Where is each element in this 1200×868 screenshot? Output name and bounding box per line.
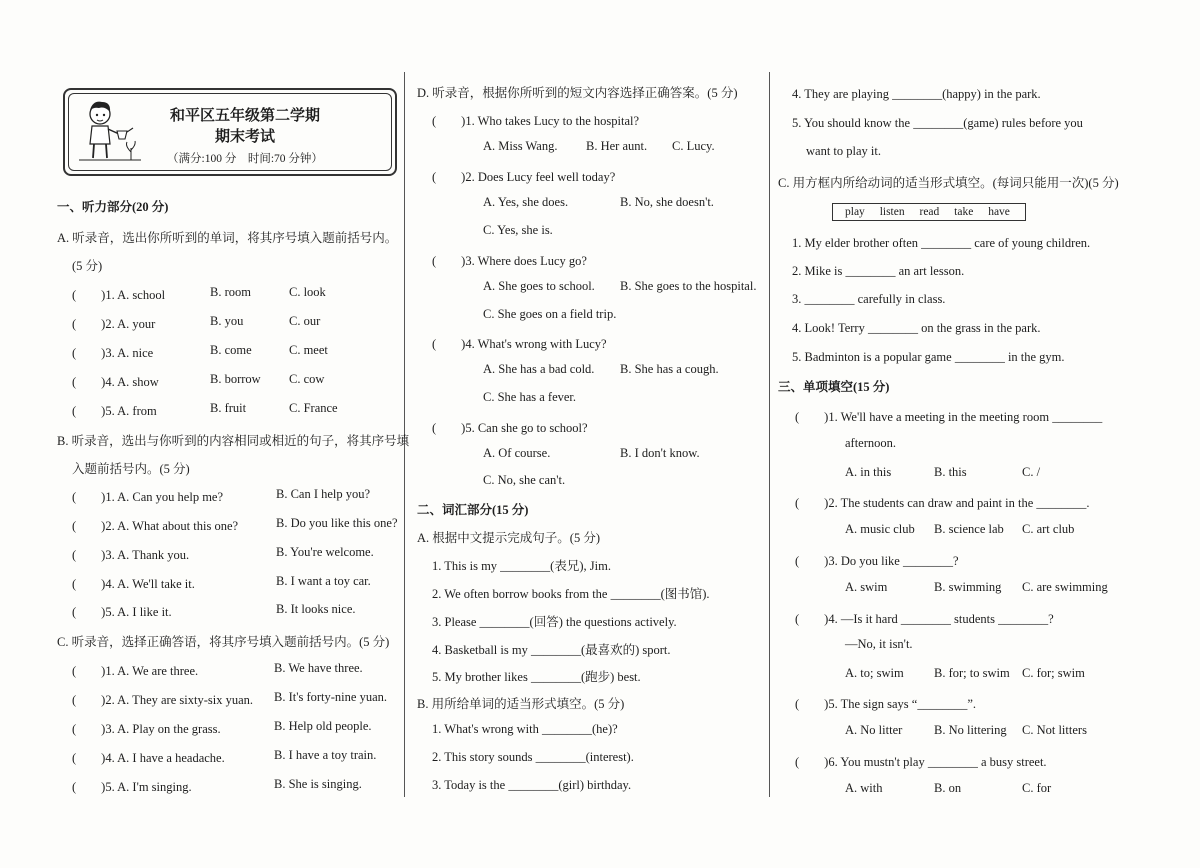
option-a: A. Of course. xyxy=(483,446,551,460)
option-b: B. I want a toy car. xyxy=(276,574,371,588)
option-b: B. I have a toy train. xyxy=(274,748,377,762)
vocab-b-item5-cont: want to play it. xyxy=(806,144,881,158)
word-play: play xyxy=(845,206,865,218)
question-a2: ( )2. A. your xyxy=(72,317,156,331)
option-c: C. meet xyxy=(289,343,328,357)
part2-heading: 二、词汇部分(15 分) xyxy=(417,503,529,517)
option-b: B. room xyxy=(210,285,251,299)
section-a-points: (5 分) xyxy=(72,259,103,273)
question-c1: ( )1. A. We are three. xyxy=(72,664,199,678)
option-c: C. for; swim xyxy=(1022,666,1085,680)
option-a: A. with xyxy=(845,781,883,795)
word-read: read xyxy=(919,206,940,218)
mc-question6: ( )6. You mustn't play ________ a busy street. xyxy=(795,755,1047,769)
vocab-c-item2: 2. Mike is ________ an art lesson. xyxy=(792,264,965,278)
section-b-instruction: B. 听录音，选出与你听到的内容相同或相近的句子，将其序号填 xyxy=(57,434,410,448)
option-c: C. / xyxy=(1022,465,1041,479)
vocab-b-item1: 1. What's wrong with ________(he)? xyxy=(432,722,618,736)
option-b: B. It looks nice. xyxy=(276,602,356,616)
question-d3: ( )3. Where does Lucy go? xyxy=(432,254,587,268)
question-a4: ( )4. A. show xyxy=(72,375,159,389)
mc-question1: ( )1. We'll have a meeting in the meeting room ________ xyxy=(795,410,1103,424)
option-c: C. are swimming xyxy=(1022,580,1108,594)
section-a-instruction: A. 听录音，选出你所听到的单词，将其序号填入题前括号内。 xyxy=(57,231,398,245)
section-b2-instruction: B. 用所给单词的适当形式填空。(5 分) xyxy=(417,697,625,711)
question-b1: ( )1. A. Can you help me? xyxy=(72,490,224,504)
question-d4: ( )4. What's wrong with Lucy? xyxy=(432,337,607,351)
vocab-a-item2: 2. We often borrow books from the ________(图书馆). xyxy=(432,587,710,601)
option-a: A. Miss Wang. xyxy=(483,139,558,153)
question-c2: ( )2. A. They are sixty-six yuan. xyxy=(72,693,253,707)
option-a: A. She goes to school. xyxy=(483,279,595,293)
option-c: C. She goes on a field trip. xyxy=(483,307,617,321)
option-b: B. No littering xyxy=(934,723,1007,737)
mc-question5: ( )5. The sign says “________”. xyxy=(795,697,976,711)
vocab-c-item4: 4. Look! Terry ________ on the grass in the park. xyxy=(792,321,1041,335)
option-b: B. You're welcome. xyxy=(276,545,374,559)
vocab-c-item1: 1. My elder brother often ________ care of young children. xyxy=(792,236,1091,250)
option-c: C. cow xyxy=(289,372,325,386)
mc-question1-cont: afternoon. xyxy=(845,436,897,450)
exam-title-box xyxy=(63,88,397,176)
section-b-instruction-cont: 入题前括号内。(5 分) xyxy=(72,462,190,476)
question-c5: ( )5. A. I'm singing. xyxy=(72,780,192,794)
option-b: B. She goes to the hospital. xyxy=(620,279,757,293)
section-a2-instruction: A. 根据中文提示完成句子。(5 分) xyxy=(417,531,600,545)
mc-question4: ( )4. —Is it hard ________ students ________? xyxy=(795,612,1054,626)
option-b: B. this xyxy=(934,465,967,479)
option-a: A. She has a bad cold. xyxy=(483,362,595,376)
option-b: B. We have three. xyxy=(274,661,363,675)
mc-question4-reply: —No, it isn't. xyxy=(845,637,913,651)
question-d2: ( )2. Does Lucy feel well today? xyxy=(432,170,616,184)
question-c3: ( )3. A. Play on the grass. xyxy=(72,722,221,736)
option-b: B. Her aunt. xyxy=(586,139,648,153)
part3-heading: 三、单项填空(15 分) xyxy=(778,380,890,394)
option-c: C. She has a fever. xyxy=(483,390,577,404)
vocab-a-item5: 5. My brother likes ________(跑步) best. xyxy=(432,670,641,684)
option-b: B. you xyxy=(210,314,244,328)
vocab-a-item4: 4. Basketball is my ________(最喜欢的) sport. xyxy=(432,643,671,657)
section-c2-instruction: C. 用方框内所给动词的适当形式填空。(每词只能用一次)(5 分) xyxy=(778,176,1119,190)
question-a3: ( )3. A. nice xyxy=(72,346,154,360)
exam-title-line1: 和平区五年级第二学期 xyxy=(169,108,320,124)
word-listen: listen xyxy=(879,206,905,218)
option-a: A. in this xyxy=(845,465,892,479)
vocab-c-item5: 5. Badminton is a popular game ________ in the gym. xyxy=(792,350,1065,364)
option-c: C. Not litters xyxy=(1022,723,1087,737)
question-a1: ( )1. A. school xyxy=(72,288,166,302)
question-a5: ( )5. A. from xyxy=(72,404,157,418)
option-c: C. for xyxy=(1022,781,1052,795)
score-time-info: （满分:100 分 时间:70 分钟） xyxy=(167,153,323,165)
question-b3: ( )3. A. Thank you. xyxy=(72,548,190,562)
option-b: B. Do you like this one? xyxy=(276,516,398,530)
vocab-c-item3: 3. ________ carefully in class. xyxy=(792,292,946,306)
question-b2: ( )2. A. What about this one? xyxy=(72,519,239,533)
option-c: C. No, she can't. xyxy=(483,473,566,487)
question-c4: ( )4. A. I have a headache. xyxy=(72,751,225,765)
verb-word-box xyxy=(832,203,1026,221)
option-b: B. Help old people. xyxy=(274,719,372,733)
option-b: B. No, she doesn't. xyxy=(620,195,714,209)
option-a: A. to; swim xyxy=(845,666,904,680)
part1-heading: 一、听力部分(20 分) xyxy=(57,200,169,214)
option-b: B. swimming xyxy=(934,580,1002,594)
word-have: have xyxy=(988,206,1010,218)
option-a: A. music club xyxy=(845,522,915,536)
word-take: take xyxy=(954,206,974,218)
question-d1: ( )1. Who takes Lucy to the hospital? xyxy=(432,114,640,128)
mc-question3: ( )3. Do you like ________? xyxy=(795,554,959,568)
option-b: B. Can I help you? xyxy=(276,487,371,501)
vocab-a-item1: 1. This is my ________(表兄), Jim. xyxy=(432,559,611,573)
vocab-b-item5: 5. You should know the ________(game) rules before you xyxy=(792,116,1083,130)
option-c: C. Yes, she is. xyxy=(483,223,553,237)
question-d5: ( )5. Can she go to school? xyxy=(432,421,588,435)
exam-title-line2: 期末考试 xyxy=(214,129,275,145)
option-a: A. Yes, she does. xyxy=(483,195,569,209)
question-b4: ( )4. A. We'll take it. xyxy=(72,577,195,591)
option-b: B. borrow xyxy=(210,372,261,386)
vocab-b-item4: 4. They are playing ________(happy) in the park. xyxy=(792,87,1041,101)
vocab-a-item3: 3. Please ________(回答) the questions actively. xyxy=(432,615,677,629)
mc-question2: ( )2. The students can draw and paint in the ________. xyxy=(795,496,1090,510)
option-b: B. She is singing. xyxy=(274,777,362,791)
option-c: C. look xyxy=(289,285,326,299)
option-c: C. Lucy. xyxy=(672,139,715,153)
option-b: B. for; to swim xyxy=(934,666,1010,680)
option-c: C. art club xyxy=(1022,522,1075,536)
option-b: B. science lab xyxy=(934,522,1004,536)
section-c-instruction: C. 听录音，选择正确答语，将其序号填入题前括号内。(5 分) xyxy=(57,635,390,649)
option-a: A. swim xyxy=(845,580,888,594)
option-b: B. on xyxy=(934,781,962,795)
option-b: B. She has a cough. xyxy=(620,362,719,376)
option-b: B. fruit xyxy=(210,401,247,415)
question-b5: ( )5. A. I like it. xyxy=(72,605,172,619)
option-b: B. I don't know. xyxy=(620,446,700,460)
section-d-instruction: D. 听录音，根据你所听到的短文内容选择正确答案。(5 分) xyxy=(417,86,738,100)
column-divider-right xyxy=(769,72,770,797)
vocab-b-item3: 3. Today is the ________(girl) birthday. xyxy=(432,778,632,792)
option-c: C. our xyxy=(289,314,321,328)
option-c: C. France xyxy=(289,401,338,415)
option-b: B. It's forty-nine yuan. xyxy=(274,690,387,704)
vocab-b-item2: 2. This story sounds ________(interest). xyxy=(432,750,634,764)
option-b: B. come xyxy=(210,343,252,357)
option-a: A. No litter xyxy=(845,723,903,737)
